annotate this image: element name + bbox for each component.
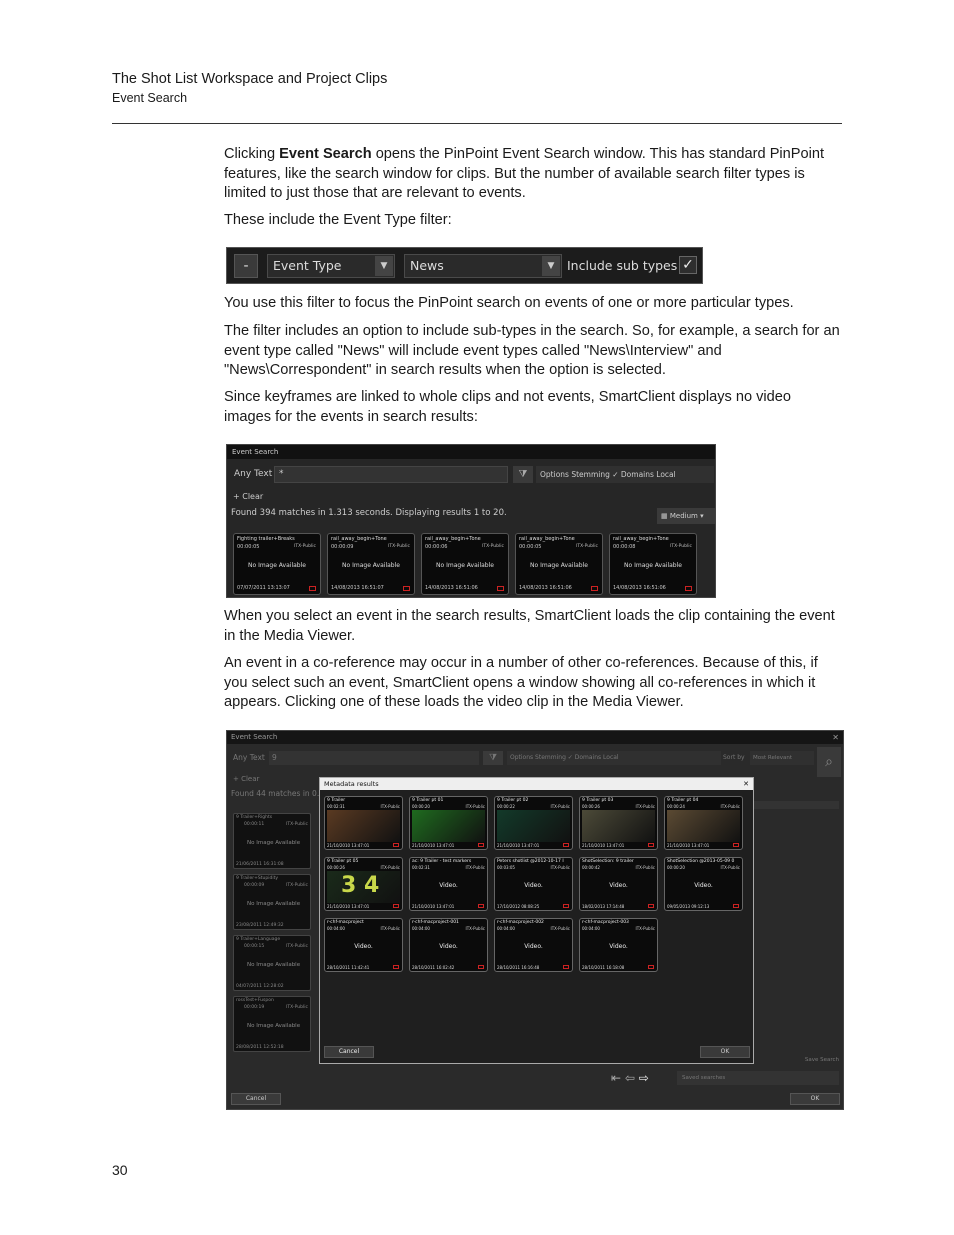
tile-tag: ITX-Public	[720, 865, 740, 870]
event-search-window	[226, 444, 716, 598]
tile-date: 28/10/2011 16:18:08	[582, 965, 625, 970]
record-icon	[478, 965, 484, 969]
tile-title: 9 Trailer+Rights	[236, 815, 273, 820]
result-tile[interactable]	[233, 813, 311, 869]
tile-tag: ITX-Public	[670, 544, 692, 549]
tile-timecode: 00:00:05	[519, 544, 542, 550]
tile-tag: ITX-Public	[482, 544, 504, 549]
window-title: Event Search ✕	[227, 731, 843, 744]
no-image-text: No Image Available	[342, 562, 400, 569]
tile-date: 28/10/2011 16:16:48	[497, 965, 540, 970]
tile-title: rail_away_begin+Tone	[519, 536, 575, 542]
ok-button[interactable]: OK	[790, 1093, 840, 1105]
record-icon	[393, 843, 399, 847]
tile-timecode: 00:04:00	[497, 926, 515, 931]
tile-title: 9 Trailer pt 04	[667, 798, 699, 803]
page-number: 30	[112, 1162, 128, 1178]
tile-tag: ITX-Public	[550, 865, 570, 870]
no-image-text: No Image Available	[247, 962, 301, 968]
remove-filter-button[interactable]: -	[234, 254, 258, 278]
record-icon	[648, 904, 654, 908]
result-tile[interactable]	[421, 533, 509, 595]
thumbnail-numbers: 3 4	[341, 873, 380, 898]
metadata-result-tile[interactable]	[409, 796, 488, 850]
tile-tag: ITX-Public	[550, 926, 570, 931]
tile-date: 17/10/2012 08:08:25	[497, 904, 540, 909]
close-icon[interactable]: ✕	[832, 733, 839, 742]
tile-date: 21/10/2010 13:47:01	[327, 843, 370, 848]
no-image-text: No Image Available	[436, 562, 494, 569]
tile-timecode: 00:00:22	[497, 804, 515, 809]
thumbnail-size-select[interactable]: ▦ Medium ▾	[657, 508, 715, 524]
header-rule	[112, 123, 842, 124]
record-icon	[403, 586, 410, 591]
search-input[interactable]: 9	[269, 751, 479, 765]
filter-type-select[interactable]	[267, 254, 395, 278]
filter-funnel-icon[interactable]: ⧩	[513, 466, 533, 483]
tile-date: 21/10/2010 13:47:01	[667, 843, 710, 848]
video-thumbnail	[497, 810, 570, 842]
search-input[interactable]: *	[274, 466, 508, 483]
tile-date: 21/10/2010 13:47:01	[327, 904, 370, 909]
tile-date: 21/10/2010 13:47:01	[497, 843, 540, 848]
metadata-result-tile[interactable]	[324, 857, 403, 911]
tile-timecode: 00:00:42	[582, 865, 600, 870]
record-icon	[309, 586, 316, 591]
tile-tag: ITX-Public	[635, 804, 655, 809]
tile-timecode: 00:03:05	[497, 865, 515, 870]
record-icon	[478, 904, 484, 908]
dialog-title: Metadata results ✕	[320, 778, 753, 790]
tile-title: ac: 9 Trailer - test markers	[412, 859, 472, 864]
tile-timecode: 00:00:11	[244, 822, 265, 827]
clear-button[interactable]: + Clear	[233, 492, 264, 501]
tile-tag: ITX-Public	[465, 865, 485, 870]
tile-date: 09/05/2013 09:12:13	[667, 904, 710, 909]
tile-title: Fighting trailer+Breaks	[237, 536, 295, 542]
tile-timecode: 00:00:15	[244, 944, 265, 949]
close-icon[interactable]: ✕	[743, 780, 749, 788]
results-summary: Found 44 matches in 0.	[231, 789, 320, 798]
filter-value-select[interactable]	[404, 254, 562, 278]
tile-timecode: 00:00:20	[412, 804, 430, 809]
tile-timecode: 00:04:00	[327, 926, 345, 931]
tile-title: 9 Trailer pt 05	[327, 859, 359, 864]
tile-tag: ITX-Public	[380, 926, 400, 931]
tile-tag: ITX-Public	[380, 865, 400, 870]
tile-date: 04/07/2011 12:28:02	[236, 984, 284, 989]
tile-title: ShotSelection @2013-05-09 0	[667, 859, 735, 864]
tile-title: 9 Trailer pt 03	[582, 798, 614, 803]
filter-funnel-icon[interactable]: ⧩	[483, 751, 503, 765]
metadata-result-tile[interactable]	[494, 918, 573, 972]
tile-timecode: 00:00:05	[237, 544, 260, 550]
include-subtypes-checkbox[interactable]: ✓	[679, 256, 697, 274]
metadata-result-tile[interactable]	[324, 796, 403, 850]
header-section: The Shot List Workspace and Project Clips	[112, 71, 388, 87]
result-tile[interactable]	[609, 533, 697, 595]
metadata-result-tile[interactable]	[494, 796, 573, 850]
tile-date: 21/06/2011 16:31:08	[236, 862, 284, 867]
tile-title: r-chf-macproject-001	[412, 920, 459, 925]
metadata-results-dialog	[319, 777, 754, 1064]
clear-button[interactable]: + Clear	[233, 775, 260, 783]
record-icon	[591, 586, 598, 591]
record-icon	[478, 843, 484, 847]
any-text-label: Any Text	[233, 753, 265, 762]
tile-timecode: 00:00:26	[327, 865, 345, 870]
tile-timecode: 00:00:09	[331, 544, 354, 550]
tile-tag: ITX-Public	[388, 544, 410, 549]
tile-tag: ITX-Public	[286, 822, 308, 827]
tile-tag: ITX-Public	[465, 804, 485, 809]
search-options[interactable]: Options Stemming ✓ Domains Local	[536, 466, 714, 483]
nav-arrows[interactable]: ⇤ ⇦ ⇨	[611, 1071, 649, 1085]
tile-tag: ITX-Public	[635, 926, 655, 931]
tile-timecode: 00:00:26	[582, 804, 600, 809]
record-icon	[563, 904, 569, 908]
tile-date: 18/02/2013 17:14:48	[582, 904, 625, 909]
no-image-text: No Image Available	[248, 562, 306, 569]
tile-title: 9 Trailer+Stupidity	[236, 876, 278, 881]
tile-title: 9 Trailer pt 02	[497, 798, 529, 803]
result-tile[interactable]	[233, 996, 311, 1052]
tile-timecode: 00:00:06	[425, 544, 448, 550]
sort-by-label: Sort by	[723, 754, 745, 761]
tile-tag: ITX-Public	[635, 865, 655, 870]
tile-title: r-chf-macproject-002	[497, 920, 544, 925]
no-image-text: No Image Available	[247, 1023, 301, 1029]
no-image-text: No Image Available	[624, 562, 682, 569]
paragraph-filters: These include the Event Type filter:	[224, 212, 452, 228]
video-placeholder-text: Video.	[694, 882, 713, 889]
tile-timecode: 00:04:00	[412, 926, 430, 931]
tile-timecode: 00:00:08	[613, 544, 636, 550]
tile-date: 07/07/2011 13:13:07	[237, 585, 290, 591]
header-subsection: Event Search	[112, 91, 188, 105]
metadata-result-tile[interactable]	[664, 857, 743, 911]
metadata-result-tile[interactable]	[579, 918, 658, 972]
tile-date: 28/10/2011 11:42:41	[327, 965, 370, 970]
record-icon	[563, 843, 569, 847]
tile-title: ShotSelection: 9 trailer	[582, 859, 634, 864]
tile-date: 23/08/2011 12:49:32	[236, 923, 284, 928]
result-tile[interactable]	[515, 533, 603, 595]
tile-tag: ITX-Public	[286, 944, 308, 949]
result-tile[interactable]	[233, 935, 311, 991]
tile-tag: ITX-Public	[294, 544, 316, 549]
metadata-result-tile[interactable]	[579, 796, 658, 850]
tile-timecode: 00:00:20	[667, 865, 685, 870]
paragraph-subtypes: The filter includes an option to include sub-types in the search. So, for example, a search for an event type called "News" will include event types called "News\Interview" and "News\Correspondent" in search results when the option is selected.	[224, 323, 840, 378]
tile-timecode: 00:02:31	[327, 804, 345, 809]
search-row	[230, 465, 714, 484]
paragraph-coreference: An event in a co-reference may occur in a number of other co-references. Because of this, if you select such an event, SmartClient opens a window showing all co-references in which it appears. Clicking one of these loads the video clip in the Media Viewer.	[224, 655, 818, 710]
tile-title: 9 Trailer+Language	[236, 937, 281, 942]
tile-tag: ITX-Public	[286, 1005, 308, 1010]
tile-date: 28/10/2011 16:02:42	[412, 965, 455, 970]
metadata-result-tile[interactable]	[579, 857, 658, 911]
paragraph-keyframes: Since keyframes are linked to whole clips and not events, SmartClient displays no video images for the events in search results:	[224, 389, 792, 425]
tile-tag: ITX-Public	[576, 544, 598, 549]
video-placeholder-text: Video.	[609, 882, 628, 889]
no-image-text: No Image Available	[530, 562, 588, 569]
tile-date: 28/08/2011 12:52:18	[236, 1045, 284, 1050]
include-subtypes-label: Include sub types	[567, 258, 678, 273]
tile-timecode: 00:00:19	[244, 1005, 265, 1010]
cancel-button[interactable]: Cancel	[231, 1093, 281, 1105]
results-panel-bar	[753, 801, 839, 809]
tile-date: 21/10/2010 13:47:01	[412, 843, 455, 848]
save-search-button[interactable]: Save Search	[804, 1057, 839, 1063]
saved-searches[interactable]: Saved searches	[677, 1071, 839, 1085]
record-icon	[563, 965, 569, 969]
result-tile[interactable]	[233, 874, 311, 930]
record-icon	[648, 843, 654, 847]
tile-tag: ITX-Public	[465, 926, 485, 931]
metadata-result-tile[interactable]	[324, 918, 403, 972]
tile-timecode: 00:04:00	[582, 926, 600, 931]
metadata-result-tile[interactable]	[494, 857, 573, 911]
metadata-result-tile[interactable]	[664, 796, 743, 850]
video-placeholder-text: Video.	[524, 943, 543, 950]
event-type-filter-bar	[226, 247, 703, 284]
paragraph-intro: Clicking Event Search opens the PinPoint Event Search window. This has standard PinPoint features, like the search window for clips. But the number of available search filter types is limited to just those that are relevant to events.	[224, 146, 825, 201]
tile-date: 21/10/2010 13:47:01	[582, 843, 625, 848]
any-text-label: Any Text	[234, 469, 273, 479]
tile-title: rail_away_begin+Tone	[331, 536, 387, 542]
video-placeholder-text: Video.	[609, 943, 628, 950]
record-icon	[685, 586, 692, 591]
tile-tag: ITX-Public	[286, 883, 308, 888]
video-placeholder-text: Video.	[439, 882, 458, 889]
video-thumbnail	[667, 810, 740, 842]
record-icon	[393, 965, 399, 969]
tile-date: 14/08/2013 16:51:06	[519, 585, 572, 591]
tile-tag: ITX-Public	[720, 804, 740, 809]
tile-title: r-chf-macproject-003	[582, 920, 629, 925]
video-placeholder-text: Video.	[439, 943, 458, 950]
tile-date: 14/08/2013 16:51:06	[613, 585, 666, 591]
filter-value-label: News	[410, 258, 444, 273]
video-thumbnail	[582, 810, 655, 842]
tile-timecode: 00:00:24	[667, 804, 685, 809]
dialog-cancel-button[interactable]: Cancel	[324, 1046, 374, 1058]
tile-title: rossTest+Fuspon	[236, 998, 274, 1003]
tile-title: rail_away_begin+Tone	[425, 536, 481, 542]
record-icon	[733, 843, 739, 847]
paragraph-select-event: When you select an event in the search results, SmartClient loads the clip containing the event in the Media Viewer.	[224, 608, 835, 644]
record-icon	[733, 904, 739, 908]
search-options[interactable]: Options Stemming ✓ Domains Local	[507, 751, 721, 765]
no-image-text: No Image Available	[247, 840, 301, 846]
grid-icon: ▦	[661, 512, 670, 520]
event-search-coreference-window	[226, 730, 844, 1110]
window-title: Event Search	[227, 445, 716, 459]
video-thumbnail	[412, 810, 485, 842]
tile-title: 9 Trailer	[327, 798, 346, 803]
metadata-result-tile[interactable]	[409, 918, 488, 972]
chevron-down-icon: ▼	[375, 256, 393, 276]
video-placeholder-text: Video.	[354, 943, 373, 950]
tile-title: rail_away_begin+Tone	[613, 536, 669, 542]
tile-timecode: 00:02:31	[412, 865, 430, 870]
video-thumbnail	[327, 871, 400, 903]
sort-select[interactable]: Most Relevant	[750, 751, 814, 765]
thumbnail-size-label: Medium	[669, 512, 698, 520]
tile-date: 21/10/2010 13:47:01	[412, 904, 455, 909]
dialog-ok-button[interactable]: OK	[700, 1046, 750, 1058]
filter-type-label: Event Type	[273, 258, 342, 273]
video-placeholder-text: Video.	[524, 882, 543, 889]
video-thumbnail	[327, 810, 400, 842]
results-summary: Found 394 matches in 1.313 seconds. Displaying results 1 to 20.	[231, 508, 507, 518]
metadata-result-tile[interactable]	[409, 857, 488, 911]
no-image-text: No Image Available	[247, 901, 301, 907]
record-icon	[497, 586, 504, 591]
tile-timecode: 00:00:09	[244, 883, 265, 888]
result-tile[interactable]	[327, 533, 415, 595]
search-icon[interactable]: ⌕	[817, 747, 841, 777]
tile-date: 14/08/2013 16:51:07	[331, 585, 384, 591]
chevron-down-icon: ▼	[542, 256, 560, 276]
tile-date: 14/08/2013 16:51:06	[425, 585, 478, 591]
paragraph-focus: You use this filter to focus the PinPoint search on events of one or more particular types.	[224, 295, 794, 311]
record-icon	[393, 904, 399, 908]
tile-title: r-chf-macproject	[327, 920, 364, 925]
result-tile[interactable]	[233, 533, 321, 595]
tile-title: 9 Trailer pt 01	[412, 798, 444, 803]
tile-tag: ITX-Public	[550, 804, 570, 809]
record-icon	[648, 965, 654, 969]
tile-title: Peters shotlist @2012-10-17 I	[497, 859, 564, 864]
tile-tag: ITX-Public	[380, 804, 400, 809]
